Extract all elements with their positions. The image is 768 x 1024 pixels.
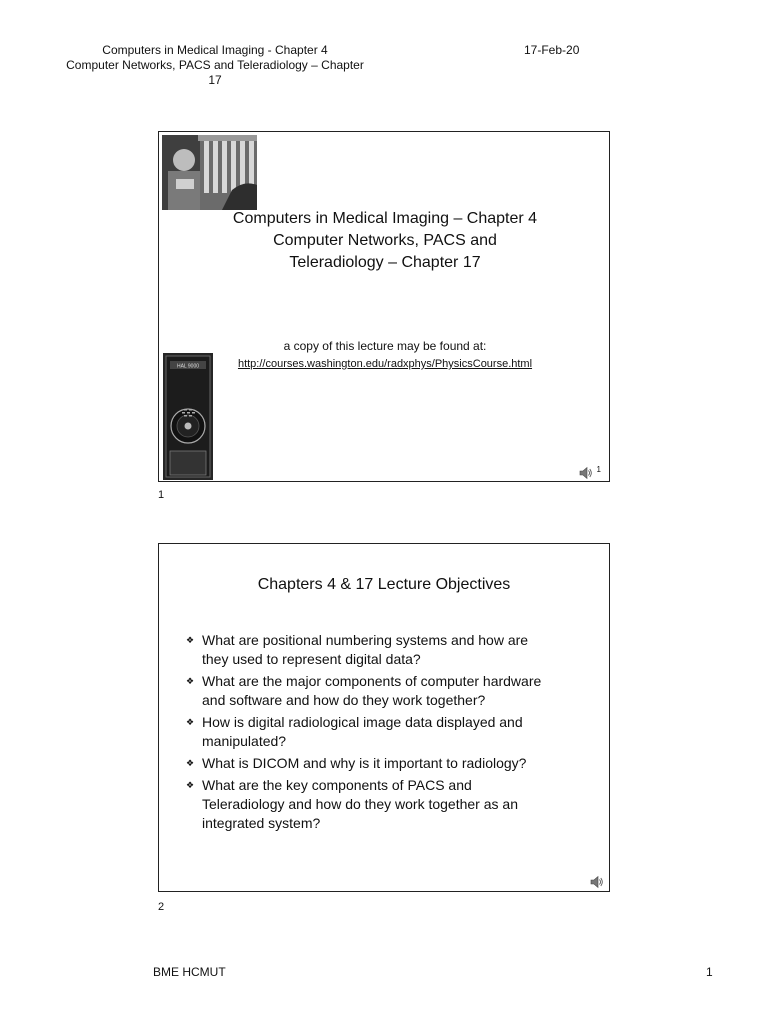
speaker-icon[interactable] bbox=[590, 875, 604, 889]
objective-item-4 bbox=[183, 754, 583, 773]
objective-item-1 bbox=[183, 631, 583, 669]
objective-2-line-1: What are the major components of computer hardware bbox=[202, 673, 542, 689]
bullet-icon: ❖ bbox=[186, 635, 195, 645]
slide-1-page-number: 1 bbox=[596, 465, 601, 474]
slide-1-title-line-3: Teleradiology – Chapter 17 bbox=[289, 254, 481, 271]
slide-2-title: Chapters 4 & 17 Lecture Objectives bbox=[257, 576, 511, 593]
slide-1-title-line-2: Computer Networks, PACS and bbox=[273, 232, 497, 249]
footer-page-number: 1 bbox=[706, 965, 713, 979]
footer-institution: BME HCMUT bbox=[153, 965, 226, 979]
header-line-1: Computers in Medical Imaging - Chapter 4 bbox=[102, 43, 328, 57]
slide-2-number-label: 2 bbox=[158, 901, 165, 913]
header-line-2: Computer Networks, PACS and Teleradiology – Chapter bbox=[66, 58, 364, 72]
slide-1-title-line-1: Computers in Medical Imaging – Chapter 4 bbox=[232, 210, 538, 227]
objective-5-line-2: Teleradiology and how do they work together as an bbox=[202, 796, 518, 812]
objective-item-3 bbox=[183, 713, 583, 751]
slide-1-copy-text: a copy of this lecture may be found at: bbox=[283, 339, 487, 353]
speaker-icon[interactable] bbox=[579, 466, 593, 480]
slide-1-photo bbox=[162, 135, 257, 210]
objective-3-line-2: manipulated? bbox=[202, 733, 287, 749]
objective-1-line-1: What are positional numbering systems and how are bbox=[202, 632, 529, 648]
slide-1 bbox=[158, 131, 610, 482]
bullet-icon: ❖ bbox=[186, 717, 195, 727]
objective-3-line-1: How is digital radiological image data displayed and bbox=[202, 714, 523, 730]
slide-1-title bbox=[199, 208, 571, 274]
slide-2 bbox=[158, 543, 610, 892]
objective-2-line-2: and software and how do they work together? bbox=[202, 692, 486, 708]
slide-1-number-label: 1 bbox=[158, 489, 165, 501]
objective-5-line-3: integrated system? bbox=[202, 815, 321, 831]
slide-1-lecture-link[interactable]: http://courses.washington.edu/radxphys/PhysicsCourse.html bbox=[237, 358, 533, 370]
objectives-list bbox=[183, 631, 583, 836]
bullet-icon: ❖ bbox=[186, 676, 195, 686]
bullet-icon: ❖ bbox=[186, 780, 195, 790]
objective-4-line-1: What is DICOM and why is it important to radiology? bbox=[202, 755, 527, 771]
page-header-title bbox=[40, 43, 390, 88]
header-line-3: 17 bbox=[208, 73, 222, 87]
page-header-date: 17-Feb-20 bbox=[524, 43, 580, 57]
objective-item-2 bbox=[183, 672, 583, 710]
hal-label: HAL 9000 bbox=[176, 363, 200, 370]
objective-1-line-2: they used to represent digital data? bbox=[202, 651, 421, 667]
hal-9000-image bbox=[163, 353, 213, 480]
bullet-icon: ❖ bbox=[186, 758, 195, 768]
objective-item-5 bbox=[183, 776, 583, 833]
objective-5-line-1: What are the key components of PACS and bbox=[202, 777, 472, 793]
